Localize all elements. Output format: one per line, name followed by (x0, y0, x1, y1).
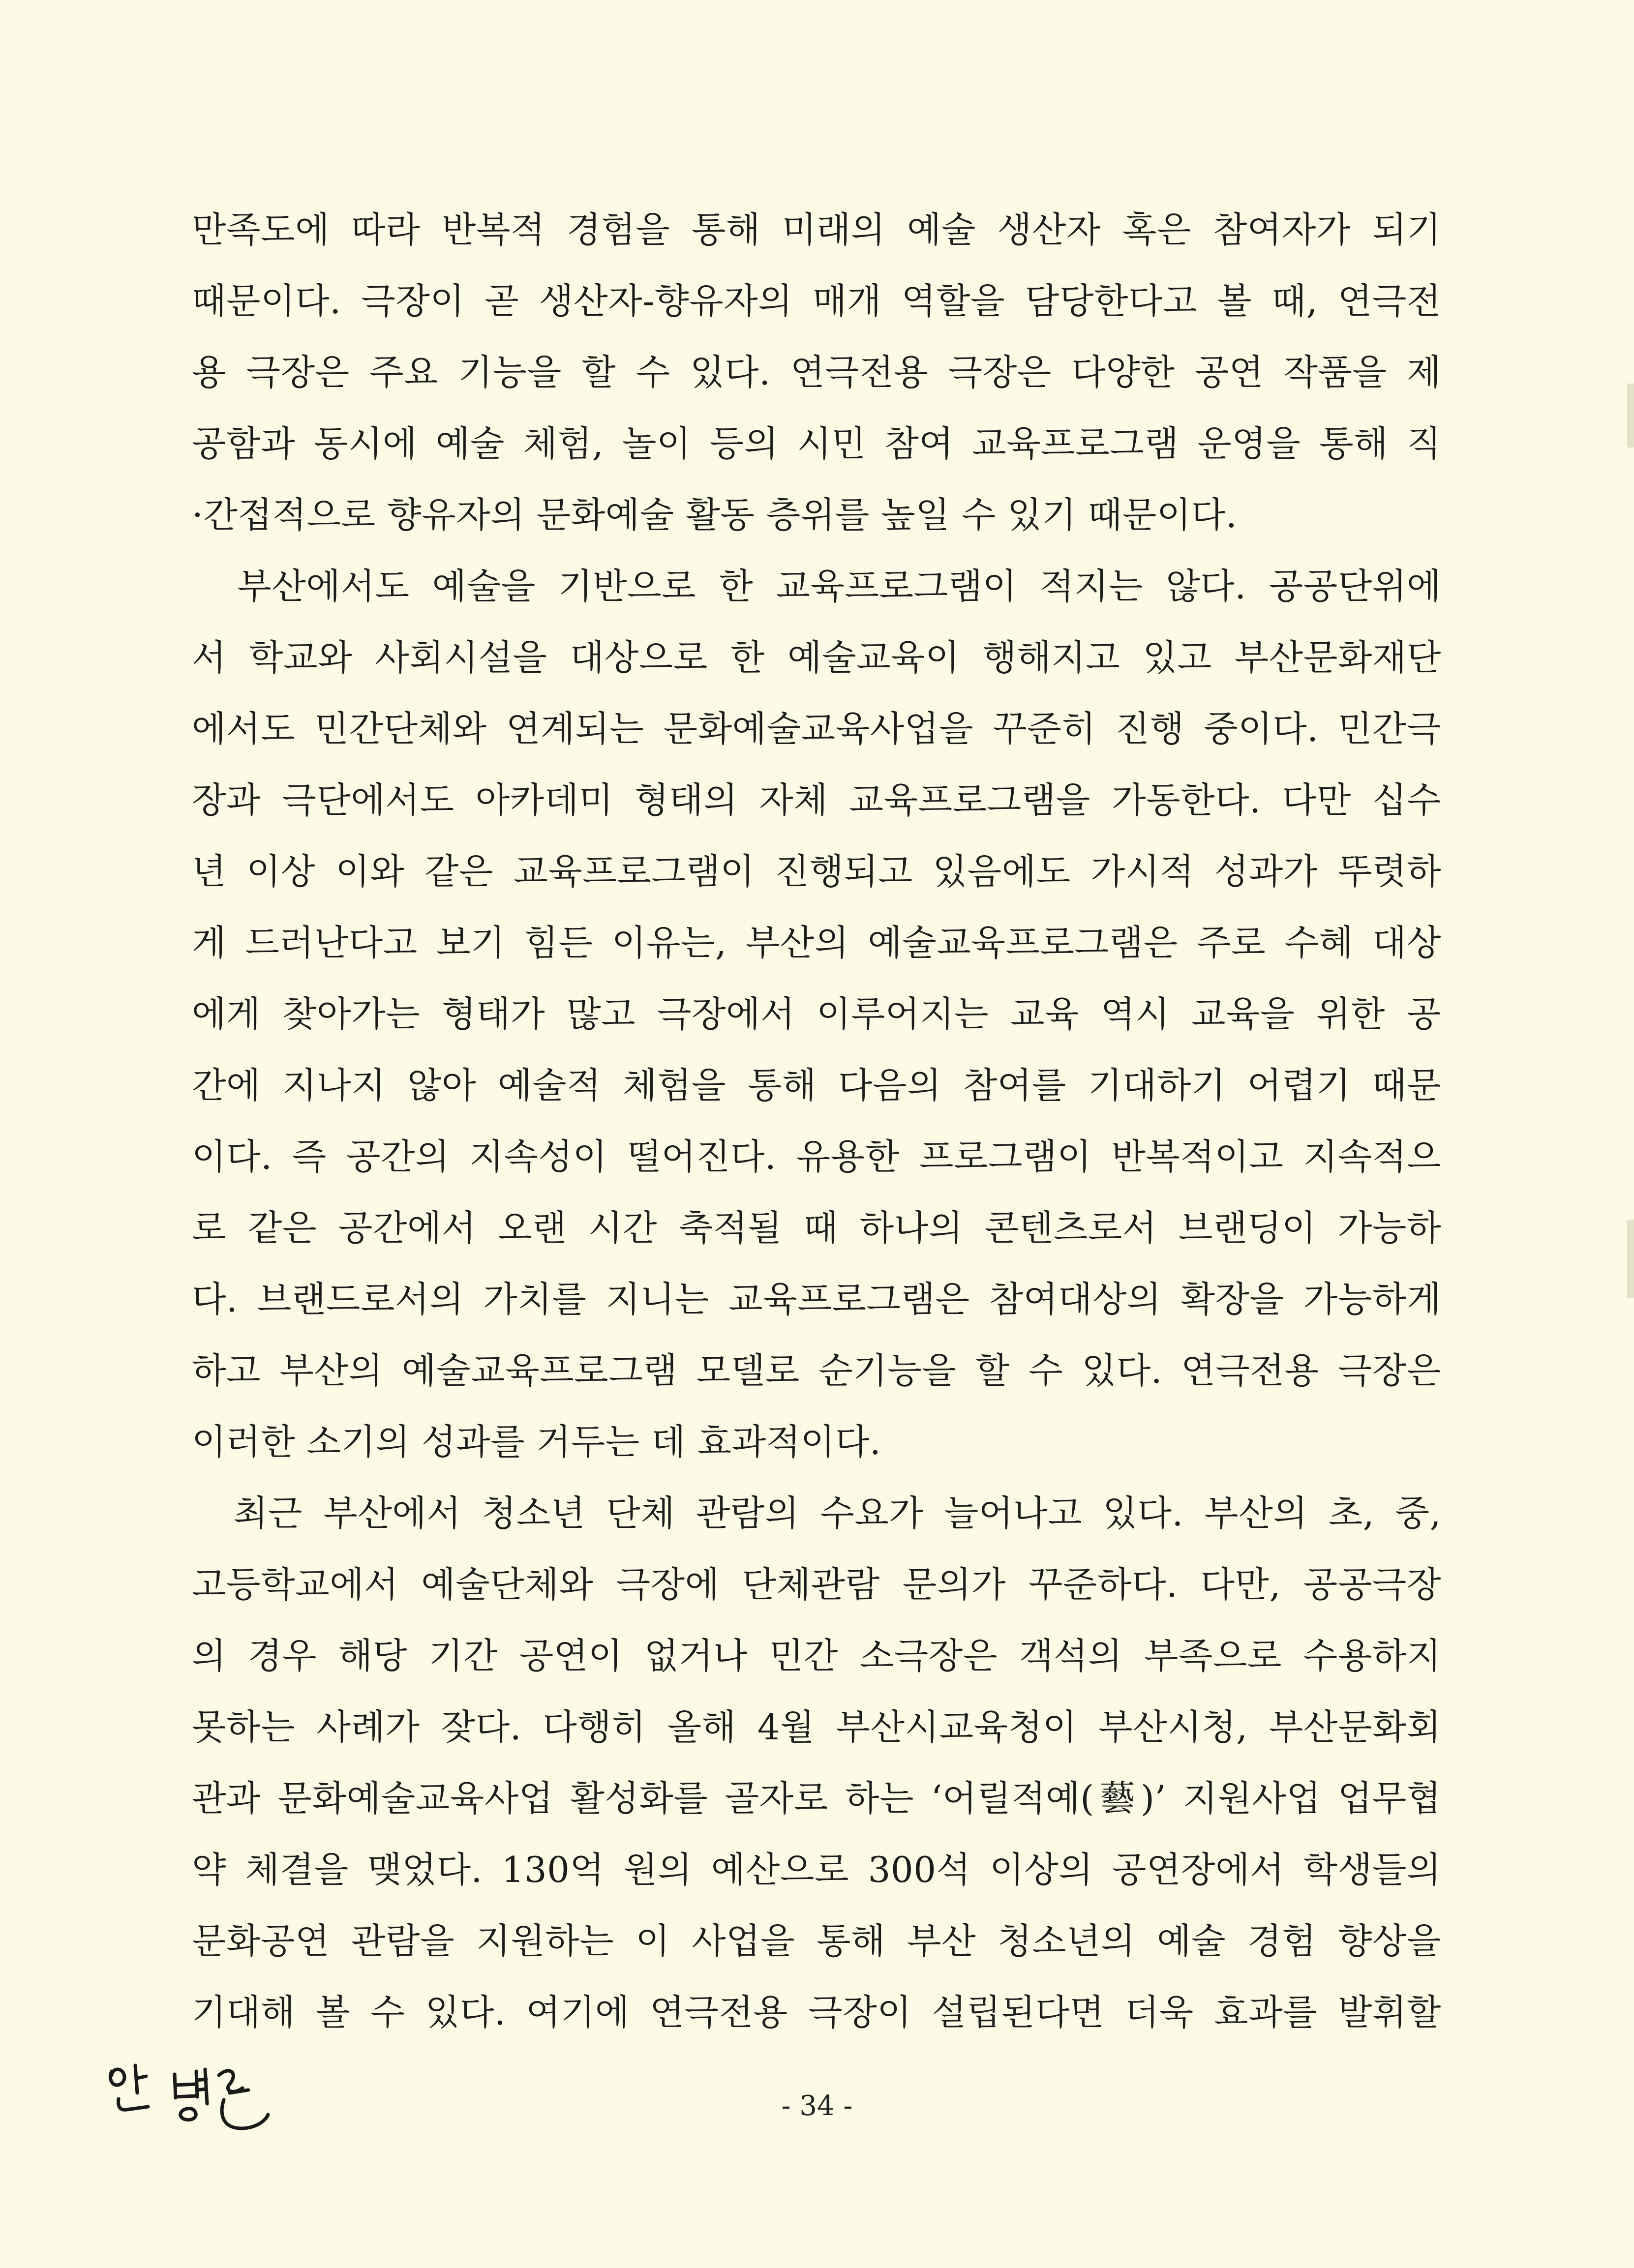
text-line: ·간접적으로 향유자의 문화예술 활동 층위를 높일 수 있기 때문이다. (192, 494, 1238, 536)
text-line: 고등학교에서 예술단체와 극장에 단체관람 문의가 꾸준하다. 다만, 공공극장 (192, 1564, 1441, 1605)
text-line: 기대해 볼 수 있다. 여기에 연극전용 극장이 설립된다면 더욱 효과를 발휘할 (192, 1992, 1441, 2033)
text-line: 최근 부산에서 청소년 단체 관람의 수요가 늘어나고 있다. 부산의 초, 중, (192, 1492, 1441, 1534)
text-line: 문화공연 관람을 지원하는 이 사업을 통해 부산 청소년의 예술 경험 향상을 (192, 1920, 1441, 1962)
text-line: 못하는 사례가 잦다. 다행히 올해 4월 부산시교육청이 부산시청, 부산문화회 (192, 1706, 1441, 1748)
text-line: 간에 지나지 않아 예술적 체험을 통해 다음의 참여를 기대하기 어렵기 때문 (192, 1065, 1441, 1106)
text-line: 하고 부산의 예술교육프로그램 모델로 순기능을 할 수 있다. 연극전용 극장은 (192, 1350, 1441, 1391)
body-text (192, 194, 1441, 2048)
text-line: 관과 문화예술교육사업 활성화를 골자로 하는 ‘어릴적예(藝)’ 지원사업 업무협 (192, 1778, 1441, 1819)
text-line: 용 극장은 주요 기능을 할 수 있다. 연극전용 극장은 다양한 공연 작품을 제 (192, 352, 1441, 393)
text-line: 약 체결을 맺었다. 130억 원의 예산으로 300석 이상의 공연장에서 학생들의 (192, 1849, 1441, 1890)
text-line: 다. 브랜드로서의 가치를 지니는 교육프로그램은 참여대상의 확장을 가능하게 (192, 1279, 1441, 1320)
text-line: 부산에서도 예술을 기반으로 한 교육프로그램이 적지는 않다. 공공단위에 (192, 566, 1441, 607)
text-line: 이러한 소기의 성과를 거두는 데 효과적이다. (192, 1421, 881, 1462)
text-line: 만족도에 따라 반복적 경험을 통해 미래의 예술 생산자 혹은 참여자가 되기 (192, 209, 1441, 250)
text-line: 이다. 즉 공간의 지속성이 떨어진다. 유용한 프로그램이 반복적이고 지속적으 (192, 1136, 1441, 1177)
text-line: 장과 극단에서도 아카데미 형태의 자체 교육프로그램을 가동한다. 다만 십수 (192, 779, 1441, 821)
scan-edge-mark (1627, 384, 1634, 448)
text-line: 에게 찾아가는 형태가 많고 극장에서 이루어지는 교육 역시 교육을 위한 공 (192, 993, 1441, 1035)
text-line: 로 같은 공간에서 오랜 시간 축적될 때 하나의 콘텐츠로서 브랜딩이 가능하 (192, 1207, 1441, 1249)
page-number: - 34 - (781, 2090, 853, 2122)
scan-edge-mark (1627, 1220, 1634, 1298)
text-line: 게 드러난다고 보기 힘든 이유는, 부산의 예술교육프로그램은 주로 수혜 대상 (192, 922, 1441, 963)
text-line: 년 이상 이와 같은 교육프로그램이 진행되고 있음에도 가시적 성과가 뚜렷하 (192, 851, 1441, 892)
text-line: 서 학교와 사회시설을 대상으로 한 예술교육이 행해지고 있고 부산문화재단 (192, 637, 1441, 678)
text-line: 의 경우 해당 기간 공연이 없거나 민간 소극장은 객석의 부족으로 수용하지 (192, 1635, 1441, 1676)
text-line: 에서도 민간단체와 연계되는 문화예술교육사업을 꾸준히 진행 중이다. 민간극 (192, 708, 1441, 749)
text-line: 때문이다. 극장이 곧 생산자-향유자의 매개 역할을 담당한다고 볼 때, 연극전 (192, 280, 1441, 322)
text-line: 공함과 동시에 예술 체험, 놀이 등의 시민 참여 교육프로그램 운영을 통해 직 (192, 423, 1441, 464)
